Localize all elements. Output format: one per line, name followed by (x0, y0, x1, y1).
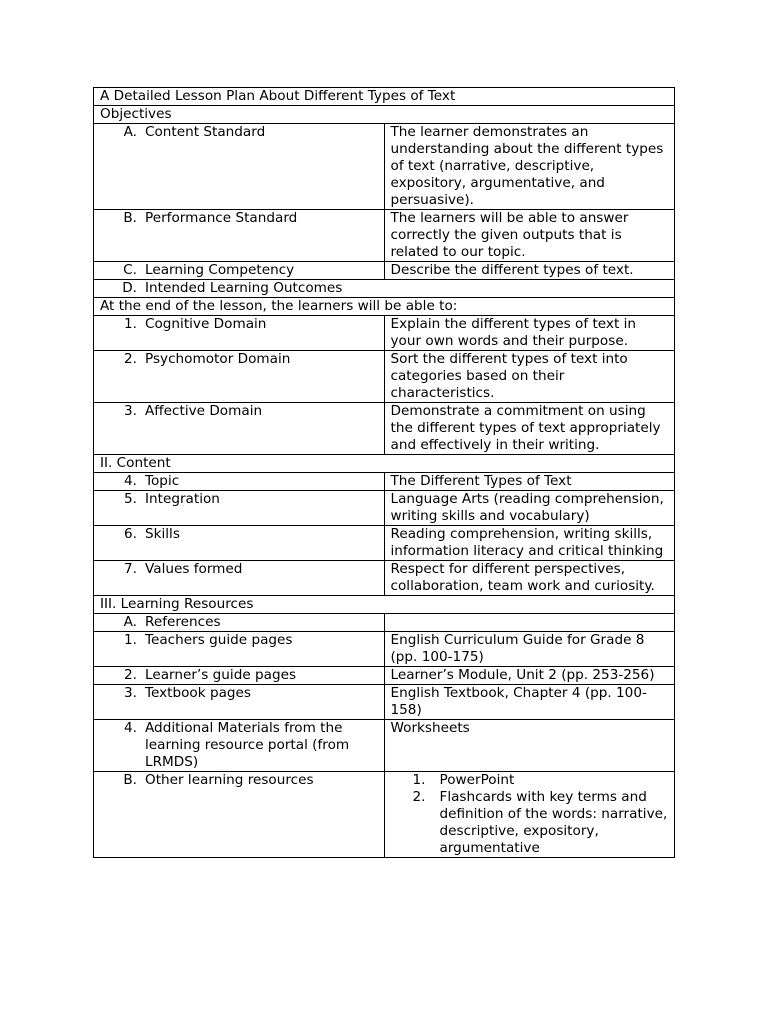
objectives-row (94, 106, 675, 124)
textbook-value: English Textbook, Chapter 4 (pp. 100-158) (384, 685, 675, 720)
psychomotor-domain-value: Sort the different types of text into categories based on their characteristics. (384, 351, 675, 403)
content-standard-label (94, 124, 385, 210)
lesson-plan-table (93, 87, 675, 858)
item-label: Learner’s guide pages (145, 667, 297, 683)
table-row (94, 298, 675, 316)
learners-guide-value: Learner’s Module, Unit 2 (pp. 253-256) (384, 667, 675, 685)
item-number: 3. (124, 685, 137, 701)
table-row (94, 124, 675, 210)
topic-label (94, 473, 385, 491)
item-number: 5. (124, 491, 137, 507)
item-label: Other learning resources (145, 772, 314, 788)
table-row (94, 280, 675, 298)
teachers-guide-label (94, 632, 385, 667)
table-row (94, 561, 675, 596)
references-value (384, 614, 675, 632)
item-text: PowerPoint (439, 772, 515, 788)
table-row (94, 262, 675, 280)
content-heading: II. Content (94, 455, 675, 473)
skills-label (94, 526, 385, 561)
item-number: 1. (124, 316, 137, 332)
item-label: Integration (145, 491, 220, 507)
values-formed-value: Respect for different perspectives, collaboration, team work and curiosity. (384, 561, 675, 596)
item-label: Textbook pages (145, 685, 251, 701)
cognitive-domain-label (94, 316, 385, 351)
item-number: 6. (124, 526, 137, 542)
item-label: Teachers guide pages (145, 632, 293, 648)
item-label: Performance Standard (145, 210, 298, 226)
item-text: Flashcards with key terms and definition of the words: narrative, descriptive, expository, argumentative (439, 789, 668, 856)
performance-standard-value: The learners will be able to answer correctly the given outputs that is related to our topic. (384, 210, 675, 262)
teachers-guide-value: English Curriculum Guide for Grade 8 (pp. 100-175) (384, 632, 675, 667)
topic-value: The Different Types of Text (384, 473, 675, 491)
cognitive-domain-value: Explain the different types of text in your own words and their purpose. (384, 316, 675, 351)
item-number: 7. (124, 561, 137, 577)
table-row (94, 667, 675, 685)
lesson-plan-title: A Detailed Lesson Plan About Different Types of Text (94, 88, 675, 106)
references-label (94, 614, 385, 632)
item-number: 4. (124, 720, 137, 736)
learning-competency-value: Describe the different types of text. (384, 262, 675, 280)
item-label: Psychomotor Domain (145, 351, 291, 367)
table-row (94, 526, 675, 561)
item-label: Learning Competency (145, 262, 295, 278)
table-row (94, 403, 675, 455)
item-number: 1. (412, 772, 426, 788)
table-row (94, 720, 675, 772)
item-letter: A. (123, 614, 137, 630)
additional-materials-label (94, 720, 385, 772)
affective-domain-value: Demonstrate a commitment on using the different types of text appropriately and effectively in their writing. (384, 403, 675, 455)
end-of-lesson-text: At the end of the lesson, the learners will be able to: (94, 298, 675, 316)
integration-value: Language Arts (reading comprehension, writing skills and vocabulary) (384, 491, 675, 526)
item-label: Values formed (145, 561, 243, 577)
item-label: Intended Learning Outcomes (145, 280, 343, 296)
item-label: Topic (145, 473, 180, 489)
item-letter: B. (123, 210, 137, 226)
item-number: 2. (412, 789, 426, 805)
table-row (94, 316, 675, 351)
other-resources-value (384, 772, 675, 858)
item-label: Additional Materials from the learning resource portal (from LRMDS) (145, 720, 350, 770)
item-letter: C. (123, 262, 137, 278)
objectives-heading: Objectives (94, 106, 675, 124)
table-row (94, 351, 675, 403)
item-number: 4. (124, 473, 137, 489)
integration-label (94, 491, 385, 526)
table-row (94, 491, 675, 526)
item-number: 2. (124, 667, 137, 683)
item-letter: B. (123, 772, 137, 788)
item-letter: A. (123, 124, 137, 140)
item-label: Affective Domain (145, 403, 263, 419)
other-resources-list (391, 772, 671, 857)
table-row (94, 210, 675, 262)
textbook-label (94, 685, 385, 720)
list-item (391, 772, 671, 789)
table-row (94, 473, 675, 491)
affective-domain-label (94, 403, 385, 455)
other-resources-label (94, 772, 385, 858)
learning-resources-heading: III. Learning Resources (94, 596, 675, 614)
table-row (94, 455, 675, 473)
table-row (94, 596, 675, 614)
learners-guide-label (94, 667, 385, 685)
table-row (94, 614, 675, 632)
table-row (94, 632, 675, 667)
item-letter: D. (122, 280, 137, 296)
table-row (94, 772, 675, 858)
psychomotor-domain-label (94, 351, 385, 403)
values-formed-label (94, 561, 385, 596)
additional-materials-value: Worksheets (384, 720, 675, 772)
learning-competency-label (94, 262, 385, 280)
performance-standard-label (94, 210, 385, 262)
list-item (391, 789, 671, 857)
item-number: 2. (124, 351, 137, 367)
table-row (94, 685, 675, 720)
intended-outcomes-label (94, 280, 675, 298)
item-label: References (145, 614, 221, 630)
title-row (94, 88, 675, 106)
item-label: Skills (145, 526, 180, 542)
item-label: Content Standard (145, 124, 266, 140)
skills-value: Reading comprehension, writing skills, information literacy and critical thinking (384, 526, 675, 561)
item-number: 3. (124, 403, 137, 419)
item-number: 1. (124, 632, 137, 648)
item-label: Cognitive Domain (145, 316, 267, 332)
content-standard-value: The learner demonstrates an understanding about the different types of text (narrative, descriptive, expository, argumentative, and persuasive). (384, 124, 675, 210)
